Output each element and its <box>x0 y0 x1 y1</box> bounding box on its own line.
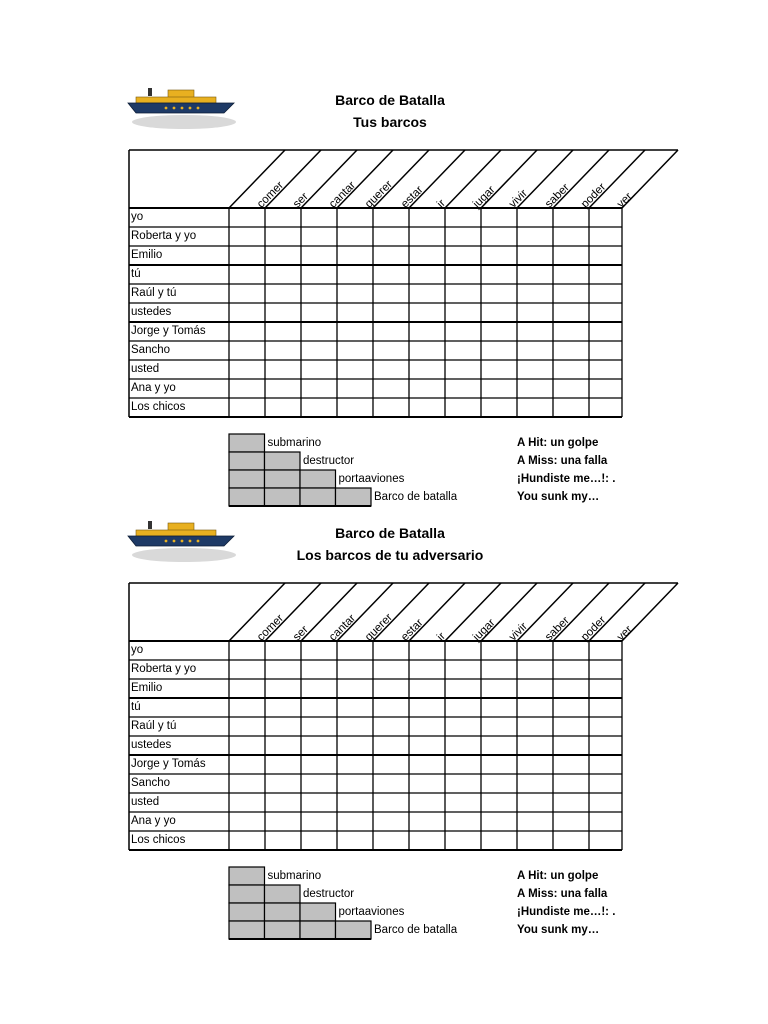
verb-header: poder <box>579 614 609 644</box>
subject-label: Roberta y yo <box>131 663 197 675</box>
subject-label: Los chicos <box>131 401 186 413</box>
term-note: ¡Hundiste me…!: . <box>517 906 616 918</box>
ship-name-label: portaaviones <box>338 906 405 918</box>
term-note: A Miss: una falla <box>517 455 608 467</box>
ship-name-label: submarino <box>267 437 322 449</box>
title-line-2: Los barcos de tu adversario <box>296 547 484 563</box>
ship-block <box>300 921 336 939</box>
ship-block <box>229 921 265 939</box>
title-line-1: Barco de Batalla <box>335 525 445 541</box>
ship-block <box>300 903 336 921</box>
ship-name-label: portaaviones <box>338 473 405 485</box>
ship-block <box>336 921 372 939</box>
verb-header: jugar <box>471 183 498 211</box>
verb-header: comer <box>255 179 287 211</box>
title-line-2: Tus barcos <box>353 114 427 130</box>
ship-name-label: destructor <box>303 455 355 467</box>
ship-name-label: submarino <box>267 870 322 882</box>
ship-block <box>229 903 265 921</box>
term-note: A Miss: una falla <box>517 888 608 900</box>
verb-header: estar <box>399 183 426 211</box>
ship-block <box>265 903 301 921</box>
verb-header: comer <box>255 612 287 644</box>
ship-block <box>229 867 265 885</box>
ship-block <box>229 885 265 903</box>
board-section-opponent-ships <box>0 433 768 945</box>
subject-label: yo <box>131 211 144 223</box>
verb-header: saber <box>543 181 572 211</box>
subject-label: Jorge y Tomás <box>131 325 206 337</box>
verb-header: ser <box>291 623 311 644</box>
subject-label: Sancho <box>131 344 171 356</box>
verb-header: jugar <box>471 616 498 644</box>
verb-header: vivir <box>507 620 530 644</box>
subject-label: Raúl y tú <box>131 287 177 299</box>
verb-header: estar <box>399 616 426 644</box>
subject-label: Emilio <box>131 249 163 261</box>
subject-label: Emilio <box>131 682 163 694</box>
subject-label: tú <box>131 268 141 280</box>
ship-block <box>265 885 301 903</box>
verb-header: ser <box>291 190 311 211</box>
ship-name-label: Barco de batalla <box>374 924 458 936</box>
ship-name-label: destructor <box>303 888 355 900</box>
verb-header: ver <box>615 190 635 211</box>
subject-label: usted <box>131 796 160 808</box>
subject-label: usted <box>131 363 160 375</box>
subject-label: ustedes <box>131 739 172 751</box>
subject-label: Sancho <box>131 777 171 789</box>
verb-header: querer <box>363 178 395 211</box>
subject-label: Raúl y tú <box>131 720 177 732</box>
verb-header: querer <box>363 611 395 644</box>
subject-label: Roberta y yo <box>131 230 197 242</box>
ship-block <box>265 921 301 939</box>
subject-label: Los chicos <box>131 834 186 846</box>
verb-header: cantar <box>327 612 359 644</box>
term-note: ¡Hundiste me…!: . <box>517 473 616 485</box>
term-note: You sunk my… <box>517 491 600 503</box>
ship-legend <box>0 433 768 945</box>
verb-header: ir <box>435 630 449 644</box>
term-note: A Hit: un golpe <box>517 870 599 882</box>
subject-label: ustedes <box>131 306 172 318</box>
subject-label: Ana y yo <box>131 382 176 394</box>
verb-header: saber <box>543 614 572 644</box>
term-note: A Hit: un golpe <box>517 437 599 449</box>
term-note: You sunk my… <box>517 924 600 936</box>
verb-header: poder <box>579 181 609 211</box>
verb-header: vivir <box>507 187 530 211</box>
verb-header: ir <box>435 197 449 211</box>
ship-name-label: Barco de batalla <box>374 491 458 503</box>
subject-label: yo <box>131 644 144 656</box>
verb-header: ver <box>615 623 635 644</box>
subject-label: tú <box>131 701 141 713</box>
title-line-1: Barco de Batalla <box>335 92 445 108</box>
subject-label: Ana y yo <box>131 815 176 827</box>
subject-label: Jorge y Tomás <box>131 758 206 770</box>
verb-header: cantar <box>327 179 359 211</box>
